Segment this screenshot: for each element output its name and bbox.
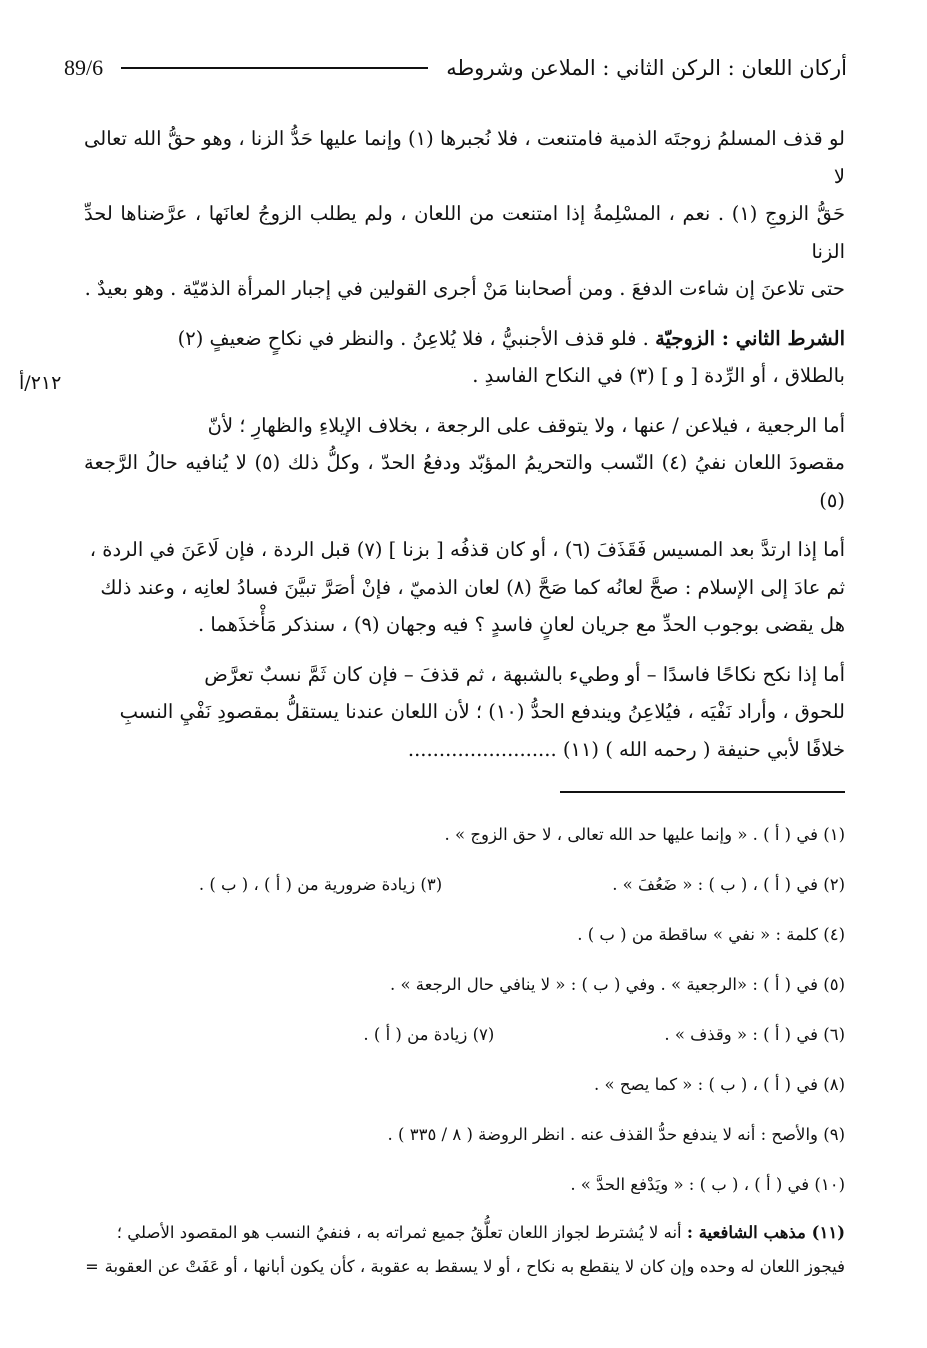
text-line: . فلو قذف الأجنبيُّ ، فلا يُلاعِنُ . والنظر في نكاحٍ ضعيفٍ (٢) [177,326,656,350]
text-line: فيجوز اللعان له وحده وإن كان لا ينقطع به نكاح ، أو لا يسقط به عقوبة ، كأن يكون أبانها ، أو عَفَتْ عن العقوبة= [85,1257,845,1276]
text-line: أما الرجعية ، فيلاعن / عنها ، ولا يتوقف على الرجعة ، بخلاف الإيلاءِ والظهارِ ؛ لأنّ [207,413,845,437]
text-line: (١١) مذهب الشافعية : أنه لا يُشترط لجواز اللعان تعلُّقُ جميع ثمراته به ، فنفيُ النسب هو المقصود الأصلي ؛ [116,1223,845,1242]
footnote-row [56,960,845,1010]
text-line: بالطلاق ، أو الرِّدة [ و ] (٣) في النكاح الفاسدِ . [472,364,845,387]
text-line: ثم عادَ إلى الإسلام : صحَّ لعانُه كما صَحَّ (٨) لعان الذميّ ، فإنْ أصَرَّ تبيَّنَ فسادُ لعانِه ، وعند ذلك [100,575,845,599]
page-number: 89/6 [64,55,104,80]
text-line: حتى تلاعنَ إن شاءت الدفعَ . ومن أصحابنا مَنْ أجرى القولين في إجبار المرأة الذمّيّة . وهو بعيدٌ . [84,277,845,300]
paragraph-4 [84,531,845,644]
footnote-row [56,1110,845,1160]
text-line: أما إذا ارتدَّ بعد المسيس فَقَذَفَ (٦) ، أو كان قذفُه [ بزنا ] (٧) قبل الردة ، فإن لَاعَنَ في الردة ، [89,538,845,561]
footnote-row [56,1060,845,1110]
header-rule [121,67,428,69]
continuation-mark: = [85,1257,99,1276]
paragraph-3 [84,407,845,520]
footnote-row [56,910,845,960]
footnote-3: (٣) زيادة ضرورية من ( أ ) ، ( ب ) . [198,875,443,894]
footnote-5: (٥) في ( أ ) : «الرجعية » . وفي ( ب ) : « لا ينافي حال الرجعة » . [389,975,845,994]
footnote-row [56,1010,845,1060]
footnote-7: (٧) زيادة من ( أ ) . [363,1025,495,1044]
text-line: حَقُّ الزوجِ (١) . نعم ، المسْلِمةُ إذا امتنعت من اللعان ، ولم يطلب الزوجُ لعانَها ، عرَّضناها لحدِّ الزنا [84,202,845,263]
text-line: مقصودَ اللعان نفيُ (٤) النّسب والتحريمُ المؤبّد ودفعُ الحدّ ، وكلُّ ذلك (٥) لا يُنافيه حالُ الرَّجعة (٥) [84,451,845,512]
footnote-9: (٩) والأصح : أنه لا يندفع حدُّ القذف عنه . انظر الروضة ( ٨ / ٣٣٥ ) . [387,1125,845,1144]
footnote-6: (٦) في ( أ ) : « وقذف » . [664,1025,845,1044]
running-title: أركان اللعان : الركن الثاني : الملاعن وشروطه [446,56,847,80]
section-heading: الشرط الثاني : الزوجيّة [655,326,845,350]
paragraph-1 [84,120,845,308]
paragraph-2 [84,320,845,395]
footnote-row [56,860,845,910]
text-line: خلافًا لأبي حنيفة ( رحمه الله ) (١١) ........................ [407,737,845,761]
footnote-1: (١) في ( أ ) . « وإنما عليها حد الله تعالى ، لا حق الزوج » . [444,825,845,844]
footnotes [56,810,845,1284]
footnote-heading: (١١) مذهب الشافعية : [686,1223,845,1242]
footnote-2: (٢) في ( أ ) ، ( ب ) : « ضَعُفَ » . [612,875,845,894]
footnote-8: (٨) في ( أ ) ، ( ب ) : « كما يصح » . [594,1075,845,1094]
text-line: للحوق ، وأراد نَفْيَه ، فيُلاعِنُ ويندفع الحدُّ (١٠) ؛ لأن اللعان عندنا يستقلُّ بمقصودِ نَفْيِ النسبِ [119,700,845,723]
paragraph-5 [84,656,845,769]
page-header [64,48,847,88]
footnote-separator [560,791,845,793]
footnote-row [56,810,845,860]
footnote-10: (١٠) في ( أ ) ، ( ب ) : « ويَدْفع الحدَّ » . [570,1175,845,1194]
main-text [84,120,845,780]
text-line: أما إذا نكح نكاحًا فاسدًا – أو وطيء بالشبهة ، ثم قذفَ – فإن كان ثَمَّ نسبٌ تعرَّض [204,662,845,686]
footnote-4: (٤) كلمة : « نفي » ساقطة من ( ب ) . [577,925,845,944]
text-line: هل يقضى بوجوب الحدِّ مع جريان لعانٍ فاسدٍ ؟ فيه وجهان (٩) ، سنذكر مَأْخذَهما . [197,613,845,636]
footnote-11 [56,1216,845,1284]
text-line: لو قذف المسلمُ زوجتَه الذمية فامتنعت ، فلا نُجبرها (١) وإنما عليها حَدُّ الزنا ، وهو حقُّ الله تعالى لا [84,127,845,188]
margin-folio-reference: ٢١٢/أ [19,372,62,394]
footnote-row [56,1160,845,1210]
